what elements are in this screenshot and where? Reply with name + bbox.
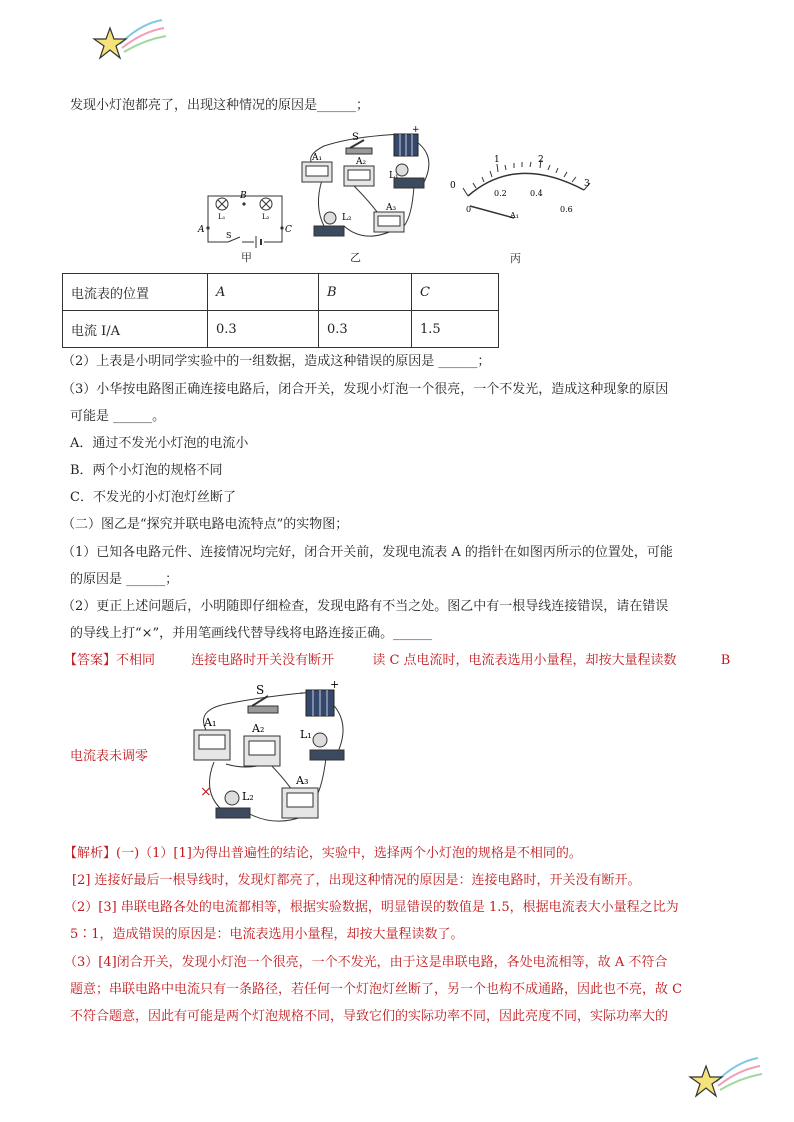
option-a: A．通过不发光小灯泡的电流小 [70,436,249,451]
yi-label-L2: L₂ [342,213,352,223]
table-row [63,274,499,311]
ans-label-L2: L₂ [242,790,254,803]
yi-label-A1: A₁ [312,153,323,163]
option-c: C．不发光的小灯泡灯丝断了 [70,490,236,505]
part2-question1-line1: （1）已知各电路元件、连接情况均完好，闭合开关前，发现电流表 A 的指针在如图丙所示的位置处，可能 [62,545,673,560]
label-S: S [226,231,232,240]
question-2: （2）上表是小明同学实验中的一组数据，造成这种错误的原因是 ______； [62,354,491,369]
yi-label-plus: + [412,126,420,135]
question-3-line2: 可能是 ______。 [70,409,166,424]
ans-label-A1: A₁ [204,716,217,729]
caption-jia: 甲 [241,251,252,264]
star-decoration-bottom [686,1052,766,1102]
table-row [63,311,499,348]
label-B: B [240,191,247,201]
analysis-line-5: （3）[4]闭合开关，发现小灯泡一个很亮，一个不发光，由于这是串联电路，各处电流相等，故 A 不符合 [64,955,668,970]
part2-question2-line2: 的导线上打“×”，并用笔画线代替导线将电路连接正确。______ [70,626,433,641]
ans-label-plus: + [330,680,340,691]
answer-5: 电流表未调零 [70,749,149,764]
answer-4: B [720,653,731,668]
ans-label-A2: A₂ [252,722,265,735]
table-cell-C: 1.5 [412,311,499,348]
answer-row [64,652,730,670]
label-A: A [198,225,205,235]
figure-bing-meter-dial [446,150,596,230]
ans-label-minus: - [300,686,304,699]
answer-label: 【答案】 [64,653,117,668]
table-header-C: C [412,274,499,311]
table-header-A: A [208,274,319,311]
current-table [62,273,499,348]
dial-bottom-04: 0.4 [530,189,543,198]
dial-top-1: 1 [494,155,500,165]
ans-label-A3: A₃ [296,774,309,787]
analysis-line-7: 不符合题意，因此有可能是两个灯泡规格不同，导致它们的实际功率不同，因此亮度不同，实际功率大的 [70,1009,669,1024]
answer-1: 不相同 [116,653,156,668]
label-L2: L₂ [262,213,270,221]
analysis-line-2: [2] 连接好最后一根导线时，发现灯都亮了，出现这种情况的原因是：连接电路时，开关没有断开。 [72,873,641,888]
wrong-wire-cross-mark: × [200,784,212,800]
option-b: B．两个小灯泡的规格不同 [70,463,223,478]
figure-yi-physical-circuit [294,126,440,248]
dial-bottom-0: 0 [466,205,472,214]
intro-line: 发现小灯泡都亮了，出现这种情况的原因是______； [70,98,370,113]
star-decoration-top [90,14,170,64]
answer-3: 读 C 点电流时，电流表选用小量程，却按大量程读数 [372,653,677,668]
question-3-line1: （3）小华按电路图正确连接电路后，闭合开关，发现小灯泡一个很亮，一个不发光，造成这种现象的原因 [62,382,669,397]
table-cell-B: 0.3 [319,311,412,348]
dial-bottom-02: 0.2 [494,189,507,198]
analysis-line-4: 5∶1，造成错误的原因是：电流表选用小量程，却按大量程读数了。 [70,927,464,942]
ans-label-L1: L₁ [300,728,312,741]
yi-label-S: S [352,132,359,143]
dial-top-2: 2 [538,155,544,165]
yi-label-L1: L₁ [389,171,399,181]
dial-top-3: 3 [584,179,590,189]
ans-label-S: S [256,683,265,697]
figure-answer-circuit [186,680,352,830]
table-row-label: 电流 I/A [63,311,208,348]
dial-name-A1: A₁ [510,211,519,220]
table-header-B: B [319,274,412,311]
label-C: C [285,225,292,235]
table-cell-A: 0.3 [208,311,319,348]
label-L1: L₁ [218,213,226,221]
analysis-line-1: 【解析】(一)（1）[1]为得出普遍性的结论，实验中，选择两个小灯泡的规格是不相同的。 [64,846,582,861]
yi-label-A3: A₃ [386,203,397,213]
part-two-heading: （二）图乙是“探究并联电路电流特点”的实物图； [62,517,349,532]
caption-bing: 丙 [510,252,521,265]
dial-top-0: 0 [450,181,456,191]
analysis-line-6: 题意；串联电路中电流只有一条路径，若任何一个灯泡灯丝断了，另一个也构不成通路，因此也不亮，故 C [70,982,683,997]
answer-2: 连接电路时开关没有断开 [191,653,335,668]
table-header-position: 电流表的位置 [63,274,208,311]
part2-question2-line1: （2）更正上述问题后，小明随即仔细检查，发现电路有不当之处。图乙中有一根导线连接错误，请在错误 [62,599,669,614]
yi-label-A2: A₂ [356,157,367,167]
dial-bottom-06: 0.6 [560,205,573,214]
part2-question1-line2: 的原因是 ______； [70,572,179,587]
caption-yi: 乙 [350,251,361,264]
analysis-line-3: （2）[3] 串联电路各处的电流都相等，根据实验数据，明显错误的数值是 1.5，根据电流表大小量程之比为 [64,900,679,915]
